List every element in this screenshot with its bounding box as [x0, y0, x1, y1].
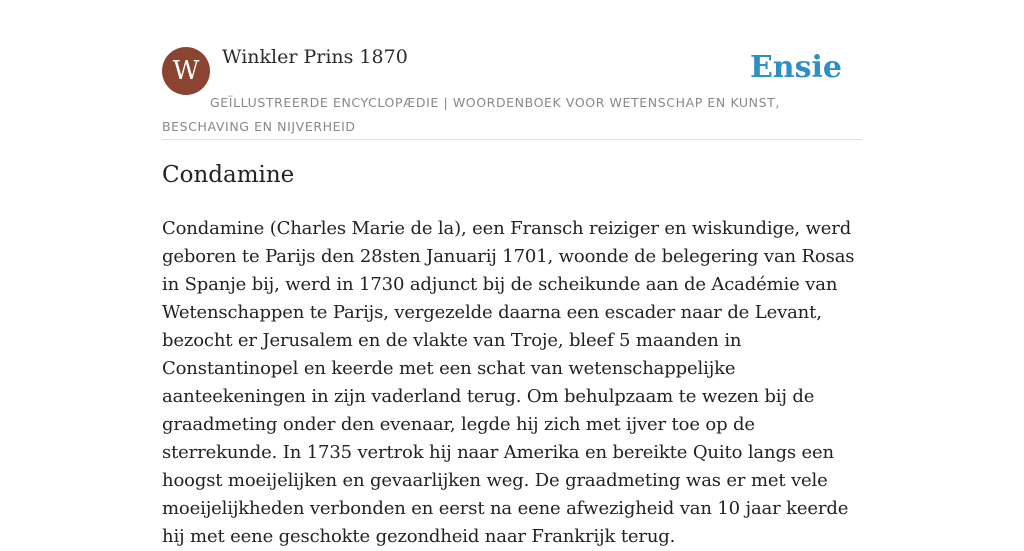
source-subtitle: GEÏLLUSTREERDE ENCYCLOPÆDIE | WOORDENBOEK VOOR WETENSCHAP EN KUNST, BESCHAVING EN NIJVERHEID: [162, 95, 780, 134]
divider: [162, 139, 862, 140]
source-name-link[interactable]: Winkler Prins 1870: [222, 46, 408, 68]
article-body: Condamine (Charles Marie de la), een Fransch reiziger en wiskundige, werd geboren te Parijs den 28sten Januarij 1701, woonde de belegering van Rosas in Spanje bij, werd in 1730 adjunct bij de scheikunde aan de Académie van Wetenschappen te Parijs, vergezelde daarna een escader naar de Levant, bezocht er Jerusalem en de vlakte van Troje, bleef 5 maanden in Constantinopel en keerde met een schat van wetenschappelijke aanteekeningen in zijn vaderland terug. Om behulpzaam te wezen bij de graadmeting onder den evenaar, legde hij zich met ijver toe op de sterrekunde. In 1735 vertrok hij naar Amerika en bereikte Quito langs een hoogst moeijelijken en gevaarlijken weg. De graadmeting was er met vele moeijelijkheden verbonden en eerst na eene afwezigheid van 10 jaar keerde hij met eene geschokte gezondheid naar Frankrijk terug.: [162, 218, 855, 547]
avatar[interactable]: W: [162, 47, 210, 95]
brand-logo[interactable]: Ensie: [749, 50, 842, 85]
article-title: Condamine: [162, 162, 295, 188]
